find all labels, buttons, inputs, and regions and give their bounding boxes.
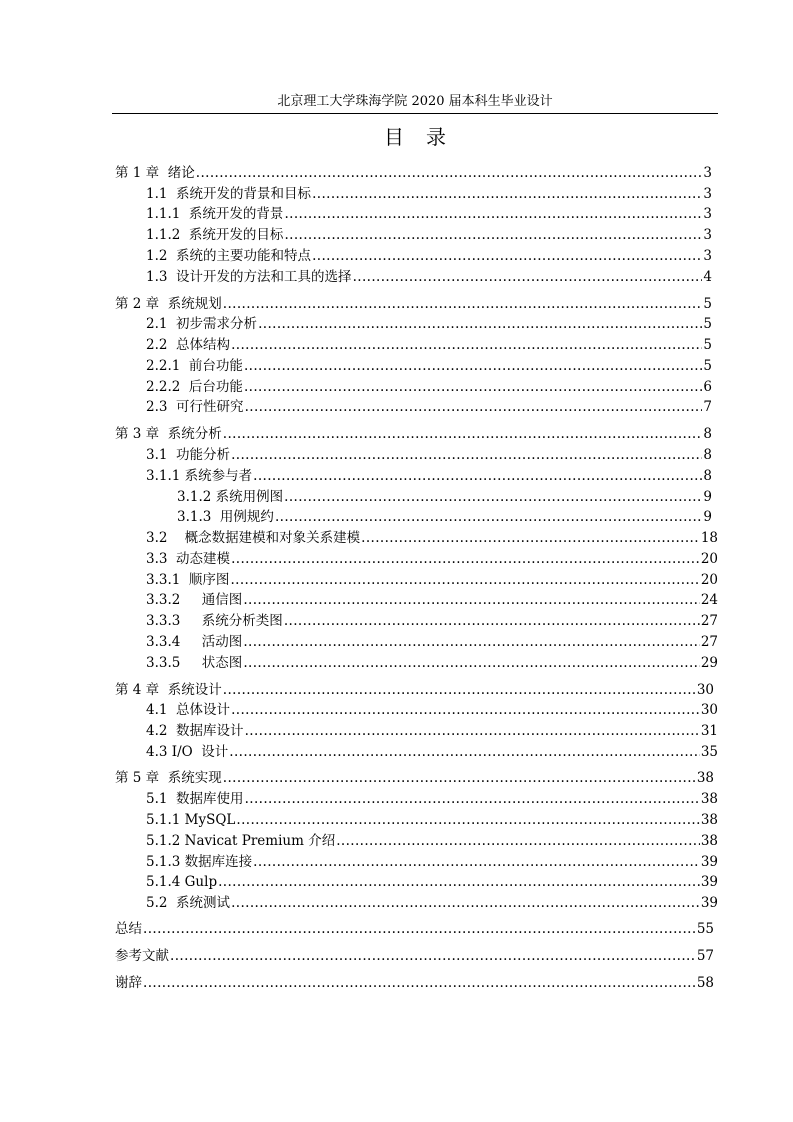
toc-page-number: 3 [703,227,712,243]
toc-page-number: 3 [703,206,712,222]
toc-entry[interactable] [146,185,712,203]
toc-entry-label: 第 5 章 系统实现 [115,770,222,786]
toc-page-number: 8 [703,468,712,484]
leader-dots [336,832,700,850]
leader-dots [284,226,702,244]
toc-entry[interactable] [146,654,718,672]
toc-entry[interactable] [146,633,718,651]
toc-entry-label: 1.1.1 系统开发的背景 [146,206,284,222]
leader-dots [245,722,700,740]
toc-entry[interactable] [146,247,712,265]
toc-page-number: 7 [703,399,712,415]
toc-entry-label: 5.1.4 Gulp [146,874,218,890]
leader-dots [244,378,702,396]
toc-entry-label: 谢辞 [115,975,142,991]
toc-entry[interactable] [115,920,714,938]
leader-dots [243,633,700,651]
leader-dots [229,743,700,761]
toc-page-number: 35 [700,744,718,760]
toc-page-number: 20 [700,551,718,567]
toc-page-number: 38 [700,791,718,807]
leader-dots [253,853,700,871]
toc-entry[interactable] [146,612,718,630]
toc-entry[interactable] [177,508,712,526]
toc-entry-label: 3.3.2 通信图 [146,592,243,608]
toc-entry-label: 5.1 数据库使用 [146,791,244,807]
toc-page-number: 24 [700,592,718,608]
toc-entry[interactable] [177,488,712,506]
toc-page-number: 8 [703,426,712,442]
toc-entry-label: 3.1.1 系统参与者 [146,468,253,484]
toc-page-number: 5 [703,316,712,332]
toc-entry-label: 2.1 初步需求分析 [146,316,258,332]
toc-entry[interactable] [115,425,712,443]
toc-entry-label: 2.2 总体结构 [146,337,231,353]
toc-page-number: 9 [703,509,712,525]
toc-page-number: 20 [700,572,718,588]
toc-page-number: 30 [696,682,714,698]
toc-entry[interactable] [146,790,718,808]
toc-page-number: 57 [696,948,714,964]
leader-dots [170,947,696,965]
toc-entry[interactable] [146,315,712,333]
toc-title: 目录 [384,125,468,149]
toc-page-number: 30 [700,702,718,718]
toc-entry[interactable] [146,336,712,354]
toc-entry-label: 3.3 动态建模 [146,551,231,567]
leader-dots [245,790,700,808]
leader-dots [253,467,702,485]
leader-dots [284,488,702,506]
leader-dots [243,591,700,609]
leader-dots [230,571,699,589]
toc-page-number: 58 [696,975,714,991]
toc-page-number: 38 [700,833,718,849]
toc-entry-label: 3.3.3 系统分析类图 [146,613,283,629]
toc-page-number: 38 [700,812,718,828]
toc-entry[interactable] [115,769,714,787]
toc-entry-label: 2.2.1 前台功能 [146,358,243,374]
toc-entry[interactable] [146,701,718,719]
leader-dots [143,974,696,992]
toc-entry[interactable] [115,681,714,699]
toc-page-number: 3 [703,186,712,202]
leader-dots [245,398,703,416]
toc-entry-label: 5.1.2 Navicat Premium 介绍 [146,833,336,849]
toc-entry[interactable] [146,853,718,871]
leader-dots [223,295,703,313]
toc-entry-label: 5.1.3 数据库连接 [146,854,253,870]
leader-dots [231,336,702,354]
toc-page-number: 55 [696,921,714,937]
toc-entry[interactable] [146,894,718,912]
toc-entry-label: 4.3 I/O 设计 [146,744,229,760]
toc-entry[interactable] [146,722,718,740]
toc-entry-label: 1.2 系统的主要功能和特点 [146,248,312,264]
toc-page-number: 39 [700,874,718,890]
leader-dots [218,873,700,891]
toc-entry[interactable] [146,832,718,850]
toc-entry[interactable] [146,743,718,761]
leader-dots [312,185,702,203]
toc-page-number: 9 [703,489,712,505]
toc-entry[interactable] [146,873,718,891]
toc-entry-label: 第 2 章 系统规划 [115,296,222,312]
leader-dots [223,681,696,699]
toc-entry-label: 5.1.1 MySQL [146,812,236,828]
leader-dots [353,268,703,286]
toc-entry-label: 5.2 系统测试 [146,895,231,911]
toc-entry[interactable] [115,164,712,182]
toc-page-number: 18 [700,530,718,546]
toc-entry[interactable] [146,398,712,416]
leader-dots [196,164,703,182]
leader-dots [223,769,696,787]
leader-dots [236,811,699,829]
toc-entry-label: 4.2 数据库设计 [146,723,244,739]
toc-entry-label: 2.2.2 后台功能 [146,379,243,395]
toc-entry[interactable] [115,974,714,992]
toc-entry-label: 4.1 总体设计 [146,702,231,718]
toc-entry[interactable] [146,571,718,589]
toc-page-number: 3 [703,248,712,264]
toc-entry-label: 3.1.2 系统用例图 [177,489,284,505]
toc-page-number: 39 [700,854,718,870]
toc-entry-label: 总结 [115,921,142,937]
leader-dots [223,425,703,443]
toc-entry-label: 1.1.2 系统开发的目标 [146,227,284,243]
leader-dots [231,550,700,568]
toc-entry[interactable] [146,446,712,464]
toc-page-number: 27 [700,634,718,650]
leader-dots [284,205,702,223]
toc-entry-label: 第 3 章 系统分析 [115,426,222,442]
toc-entry-label: 第 1 章 绪论 [115,165,195,181]
leader-dots [143,920,696,938]
toc-page-number: 8 [703,447,712,463]
toc-entry[interactable] [115,295,712,313]
toc-entry-label: 2.3 可行性研究 [146,399,244,415]
toc-entry[interactable] [146,205,712,223]
toc-entry-label: 3.1 功能分析 [146,447,231,463]
toc-entry[interactable] [146,811,718,829]
toc-entry-label: 3.3.5 状态图 [146,655,243,671]
toc-entry[interactable] [146,357,712,375]
toc-entry-label: 1.3 设计开发的方法和工具的选择 [146,269,352,285]
leader-dots [231,701,700,719]
toc-entry[interactable] [146,268,712,286]
toc-page-number: 5 [703,358,712,374]
toc-entry[interactable] [146,550,718,568]
toc-entry[interactable] [146,591,718,609]
toc-entry-label: 3.1.3 用例规约 [177,509,274,525]
toc-page-number: 38 [696,770,714,786]
leader-dots [258,315,702,333]
leader-dots [275,508,702,526]
toc-entry[interactable] [146,467,712,485]
toc-entry-label: 3.3.1 顺序图 [146,572,230,588]
toc-page-number: 27 [700,613,718,629]
toc-page-number: 3 [703,165,712,181]
leader-dots [231,894,700,912]
leader-dots [243,654,700,672]
toc-page-number: 29 [700,655,718,671]
toc-page-number: 6 [703,379,712,395]
toc-page-number: 4 [703,269,712,285]
leader-dots [284,612,700,630]
toc-entry-label: 1.1 系统开发的背景和目标 [146,186,312,202]
toc-entry[interactable] [146,529,718,547]
toc-page-number: 5 [703,337,712,353]
toc-entry-label: 3.3.4 活动图 [146,634,243,650]
toc-page-number: 5 [703,296,712,312]
toc-entry[interactable] [115,947,714,965]
leader-dots [361,529,700,547]
leader-dots [312,247,702,265]
toc-entry[interactable] [146,226,712,244]
toc-entry-label: 3.2 概念数据建模和对象关系建模 [146,530,361,546]
leader-dots [244,357,702,375]
toc-page-number: 31 [700,723,718,739]
toc-entry[interactable] [146,378,712,396]
running-header: 北京理工大学珠海学院 2020 届本科生毕业设计 [277,94,553,109]
toc-entry-label: 参考文献 [115,948,169,964]
leader-dots [231,446,702,464]
toc-page-number: 39 [700,895,718,911]
toc-entry-label: 第 4 章 系统设计 [115,682,222,698]
